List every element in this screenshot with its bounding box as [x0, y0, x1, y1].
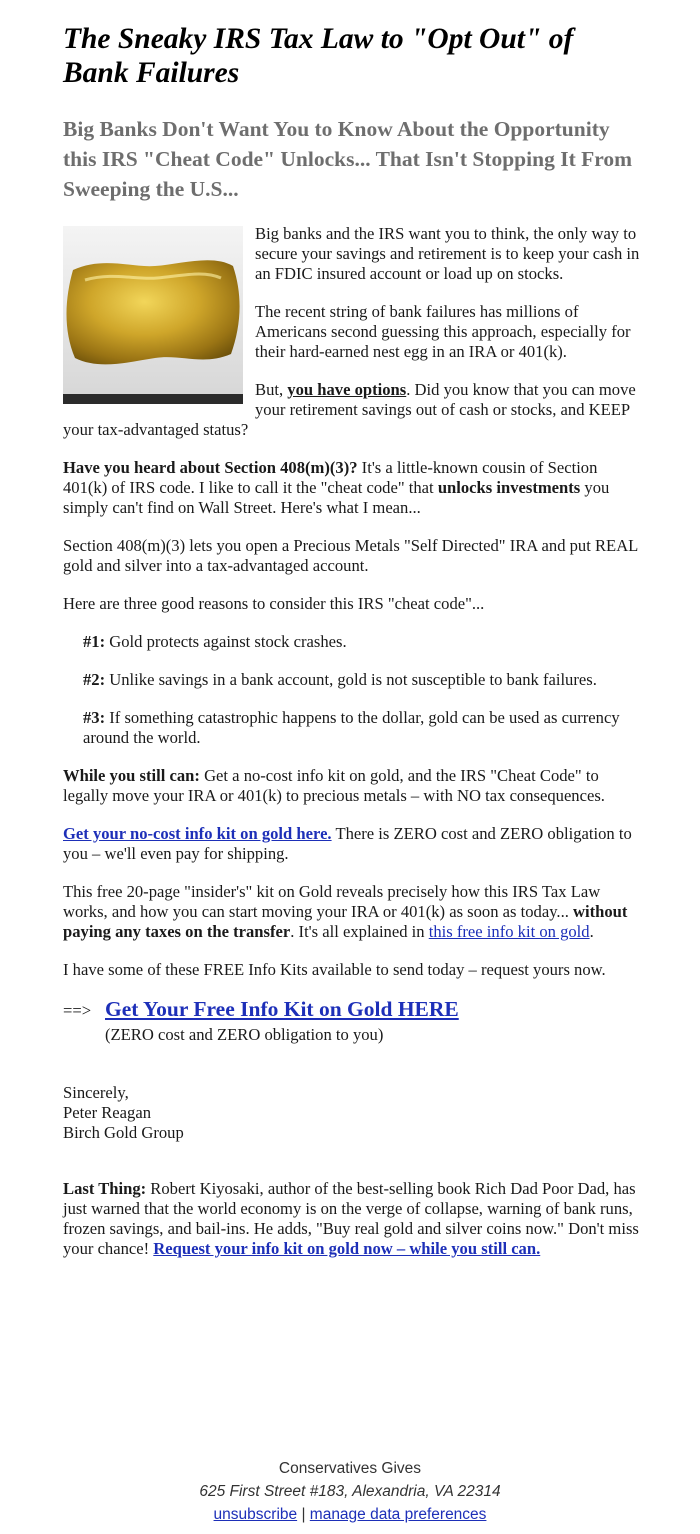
footer — [0, 1457, 700, 1526]
footer-address: 625 First Street #183, Alexandria, VA 22314 — [199, 1483, 501, 1500]
headline: The Sneaky IRS Tax Law to "Opt Out" of Bank Failures — [63, 23, 574, 89]
signoff — [63, 1083, 643, 1143]
free-info-kit-link[interactable]: this free info kit on gold — [428, 922, 590, 941]
info-kit-link[interactable]: Get your no-cost info kit on gold here. — [63, 824, 332, 843]
manage-preferences-link[interactable]: manage data preferences — [309, 1506, 487, 1523]
paragraph-10: I have some of these FREE Info Kits available to send today – request yours now. — [63, 960, 606, 979]
footer-org: Conservatives Gives — [278, 1460, 422, 1477]
paragraph-6: Here are three good reasons to consider this IRS "cheat code"... — [63, 594, 485, 613]
paragraph-9: This free 20-page "insider's" kit on Gold reveals precisely how this IRS Tax Law works, and how you can start moving your IRA or 401(k) as soon as today... without paying any taxes on the transfer. It's all explained in this free info kit on gold. — [63, 882, 628, 941]
footer-separator: | — [301, 1506, 306, 1523]
unsubscribe-link[interactable]: unsubscribe — [213, 1506, 298, 1523]
cta-row — [63, 999, 643, 1021]
reason-1: #1: Gold protects against stock crashes. — [83, 632, 347, 651]
request-kit-link[interactable]: Request your info kit on gold now – while you still can. — [153, 1239, 541, 1258]
cta-subtext: (ZERO cost and ZERO obligation to you) — [105, 1025, 384, 1044]
subheadline: Big Banks Don't Want You to Know About the Opportunity this IRS "Cheat Code" Unlocks... That Isn't Stopping It From Sweeping the U.S... — [63, 117, 633, 201]
signoff-name: Peter Reagan — [63, 1103, 152, 1122]
paragraph-5: Section 408(m)(3) lets you open a Precious Metals "Self Directed" IRA and put REAL gold and silver into a tax-advantaged account. — [63, 536, 638, 575]
cta-arrow: ==> — [63, 1001, 92, 1020]
paragraph-8: Get your no-cost info kit on gold here. There is ZERO cost and ZERO obligation to you – we'll even pay for shipping. — [63, 824, 632, 863]
footer-links — [0, 1503, 700, 1526]
email-body — [63, 0, 643, 1259]
paragraph-2: The recent string of bank failures has millions of Americans second guessing this approach, especially for their hard-earned nest egg in an IRA or 401(k). — [255, 302, 631, 361]
paragraph-1: Big banks and the IRS want you to think, the only way to secure your savings and retirement is to keep your cash in an FDIC insured account or load up on stocks. — [255, 224, 640, 283]
paragraph-4: Have you heard about Section 408(m)(3)? It's a little-known cousin of Section 401(k) of IRS code. I like to call it the "cheat code" that unlocks investments you simply can't find on Wall Street. Here's what I mean... — [63, 458, 610, 517]
signoff-company: Birch Gold Group — [63, 1123, 184, 1142]
intro-section — [63, 224, 643, 440]
gold-bar-photo — [63, 226, 243, 404]
reason-2: #2: Unlike savings in a bank account, gold is not susceptible to bank failures. — [83, 670, 597, 689]
paragraph-3: But, you have options. Did you know that you can move your retirement savings out of cash or stocks, and KEEP your tax-advantaged status? — [63, 380, 636, 439]
options-emphasis: you have options — [287, 380, 407, 399]
signoff-closing: Sincerely, — [63, 1083, 129, 1102]
paragraph-7: While you still can: Get a no-cost info kit on gold, and the IRS "Cheat Code" to legally move your IRA or 401(k) to precious metals – with NO tax consequences. — [63, 766, 605, 805]
last-thing-paragraph: Last Thing: Robert Kiyosaki, author of the best-selling book Rich Dad Poor Dad, has just warned that the world economy is on the verge of collapse, warning of bank runs, frozen savings, and bail-ins. He adds, "Buy real gold and silver coins now." Don't miss your chance! Request your info kit on gold now – while you still can. — [63, 1179, 639, 1258]
reason-3: #3: If something catastrophic happens to the dollar, gold can be used as currency around the world. — [83, 708, 620, 747]
cta-link[interactable]: Get Your Free Info Kit on Gold HERE — [105, 997, 459, 1021]
